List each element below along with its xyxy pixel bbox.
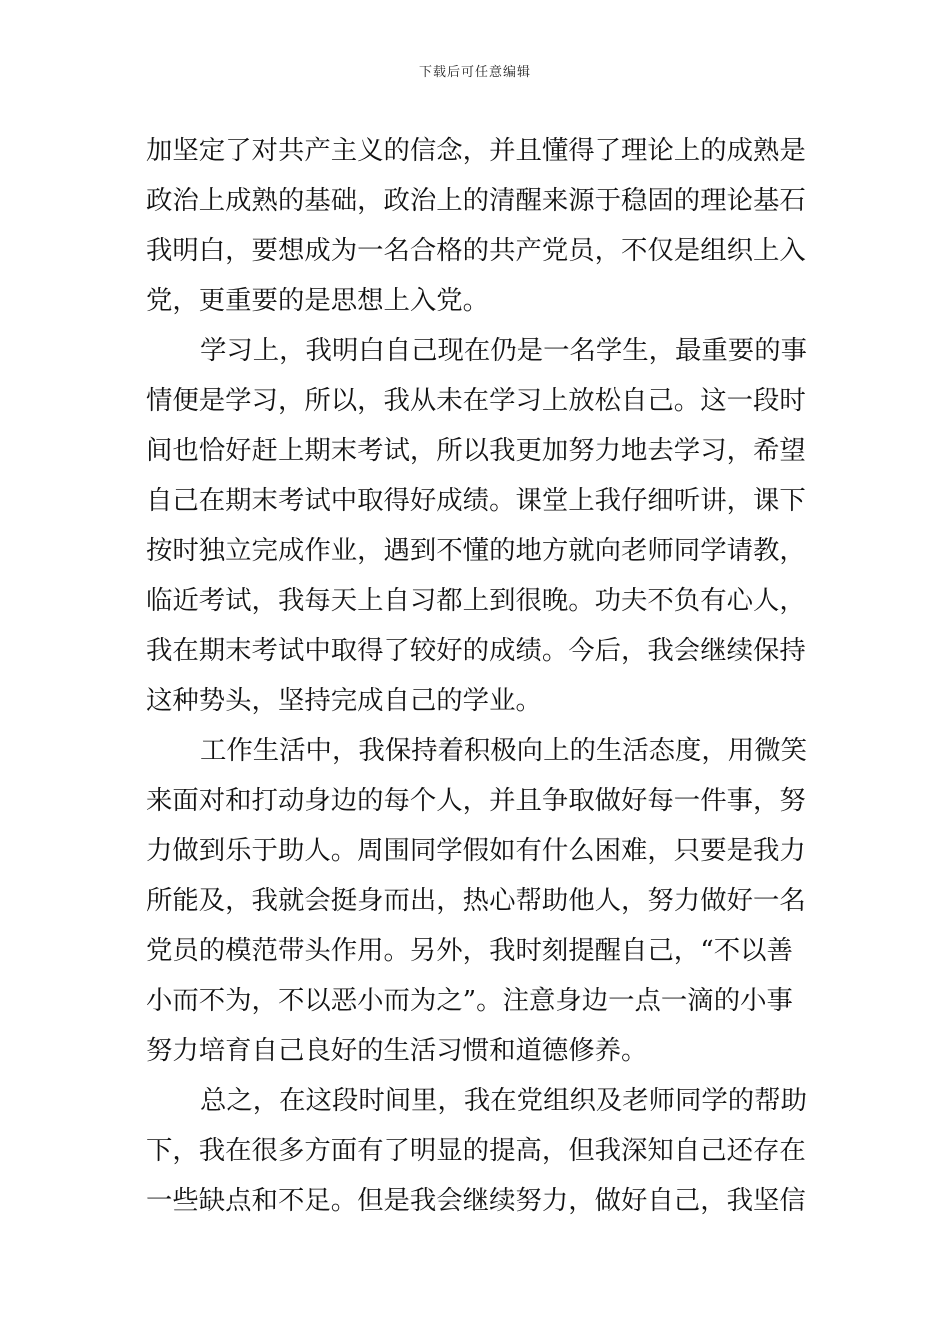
- text-line: 政治上成熟的基础，政治上的清醒来源于稳固的理论基石: [146, 185, 806, 216]
- text-line: 总之，在这段时间里，我在党组织及老师同学的帮助: [200, 1085, 807, 1116]
- text-line: 力做到乐于助人。周围同学假如有什么困难，只要是我力: [146, 835, 806, 866]
- page-header: 下载后可任意编辑: [418, 65, 531, 80]
- text-line: 按时独立完成作业，遇到不懂的地方就向老师同学请教，: [146, 535, 806, 566]
- text-line: 工作生活中，我保持着积极向上的生活态度，用微笑: [200, 735, 807, 766]
- text-line: 我在期末考试中取得了较好的成绩。今后，我会继续保持: [146, 635, 806, 666]
- paragraph: [146, 1076, 810, 1226]
- text-line: 间也恰好赶上期末考试，所以我更加努力地去学习，希望: [146, 435, 806, 466]
- text-line: 这种势头，坚持完成自己的学业。: [146, 685, 542, 716]
- text-line: 努力培育自己良好的生活习惯和道德修养。: [146, 1035, 648, 1066]
- text-line: 一些缺点和不足。但是我会继续努力，做好自己，我坚信: [146, 1185, 806, 1216]
- text-line: 临近考试，我每天上自习都上到很晚。功夫不负有心人，: [146, 585, 806, 616]
- text-line: 来面对和打动身边的每个人，并且争取做好每一件事，努: [146, 785, 806, 816]
- text-line: 党，更重要的是思想上入党。: [146, 285, 490, 316]
- text-line: 加坚定了对共产主义的信念，并且懂得了理论上的成熟是: [146, 135, 806, 166]
- text-line: 学习上，我明白自己现在仍是一名学生，最重要的事: [200, 335, 807, 366]
- text-line: 小而不为，不以恶小而为之”。注意身边一点一滴的小事: [146, 985, 793, 1016]
- text-line: 下，我在很多方面有了明显的提高，但我深知自己还存在: [146, 1135, 806, 1166]
- text-line: 我明白，要想成为一名合格的共产党员，不仅是组织上入: [146, 235, 806, 266]
- paragraph: [146, 126, 810, 326]
- paragraph: [146, 326, 810, 726]
- text-line: 所能及，我就会挺身而出，热心帮助他人，努力做好一名: [146, 885, 806, 916]
- text-line: 党员的模范带头作用。另外，我时刻提醒自己，“不以善: [146, 935, 793, 966]
- text-line: 自己在期末考试中取得好成绩。课堂上我仔细听讲，课下: [146, 485, 806, 516]
- text-line: 情便是学习，所以，我从未在学习上放松自己。这一段时: [146, 385, 806, 416]
- document-body: [146, 126, 810, 1226]
- paragraph: [146, 726, 810, 1076]
